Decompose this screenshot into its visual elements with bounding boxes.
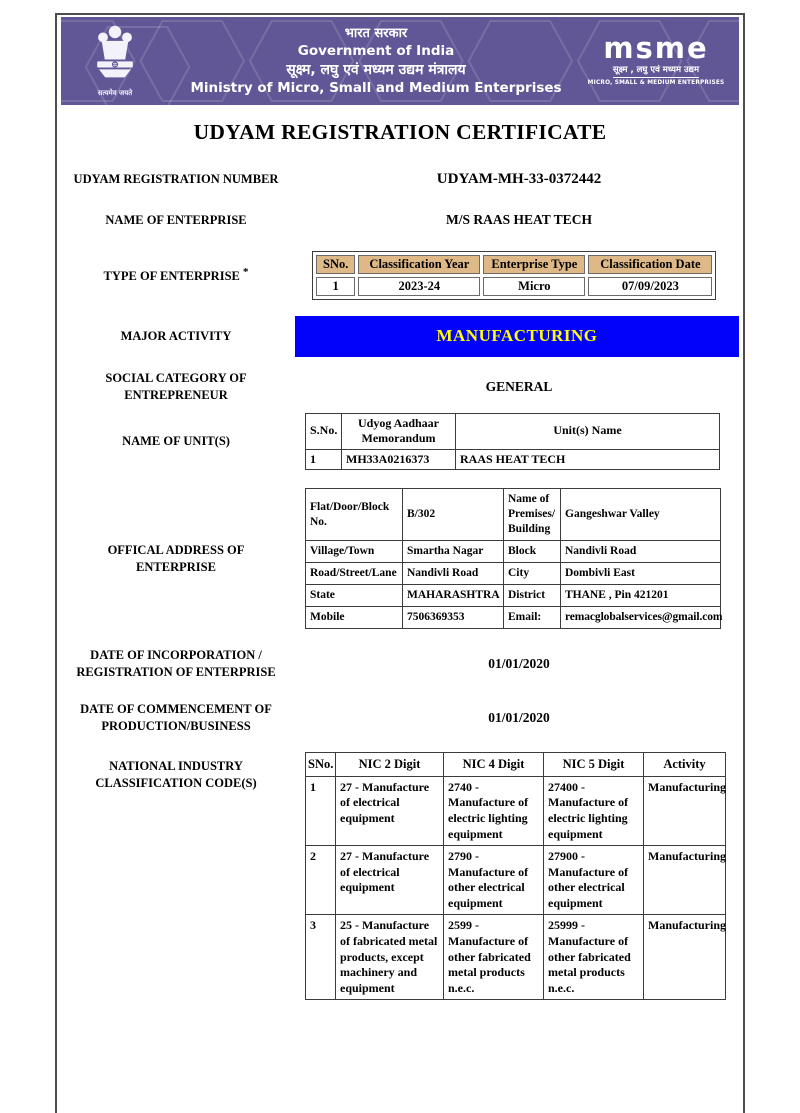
ministry-title-english: Ministry of Micro, Small and Medium Enterprises xyxy=(190,80,562,96)
cell-nic5: 27400 - Manufacture of electric lighting equipment xyxy=(544,776,644,845)
header-cell: Activity xyxy=(644,753,726,776)
cell-label: City xyxy=(504,563,561,585)
cell-label: Village/Town xyxy=(306,541,403,563)
table-row xyxy=(306,563,721,585)
commencement-date-row xyxy=(57,701,743,735)
major-activity-row xyxy=(57,316,743,357)
table-row xyxy=(316,277,712,296)
registration-number-label: UDYAM REGISTRATION NUMBER xyxy=(73,172,279,187)
header-cell: NIC 5 Digit xyxy=(544,753,644,776)
table-row xyxy=(306,541,721,563)
cell-state: MAHARASHTRA xyxy=(403,585,504,607)
cell-mobile: 7506369353 xyxy=(403,607,504,629)
official-address-row xyxy=(57,488,743,629)
nic-codes-label: NATIONAL INDUSTRY CLASSIFICATION CODE(S) xyxy=(95,759,257,791)
cell-city: Dombivli East xyxy=(561,563,721,585)
commencement-date-label: DATE OF COMMENCEMENT OF PRODUCTION/BUSINESS xyxy=(80,701,272,733)
cell-nic2: 25 - Manufacture of fabricated metal products, except machinery and equipment xyxy=(336,915,444,1000)
cell-sno: 1 xyxy=(306,776,336,845)
govt-title-hindi: भारत सरकार xyxy=(344,25,408,41)
cell-sno: 3 xyxy=(306,915,336,1000)
cell-premises: Gangeshwar Valley xyxy=(561,489,721,541)
cell-district: THANE , Pin 421201 xyxy=(561,585,721,607)
cell-label: Name of Premises/ Building xyxy=(504,489,561,541)
cell-nic2: 27 - Manufacture of electrical equipment xyxy=(336,776,444,845)
nic-codes-table xyxy=(305,752,726,1000)
cell-nic2: 27 - Manufacture of electrical equipment xyxy=(336,846,444,915)
units-row xyxy=(57,413,743,471)
enterprise-name-label: NAME OF ENTERPRISE xyxy=(105,213,247,227)
enterprise-type-table xyxy=(312,251,716,300)
cell-label: State xyxy=(306,585,403,607)
official-address-label: OFFICAL ADDRESS OF ENTERPRISE xyxy=(107,542,245,574)
header-cell: SNo. xyxy=(306,753,336,776)
cell-flat-no: B/302 xyxy=(403,489,504,541)
cell-block: Nandivli Road xyxy=(561,541,721,563)
table-header-row xyxy=(316,255,712,274)
cell-activity: Manufacturing xyxy=(644,846,726,915)
units-label: NAME OF UNIT(S) xyxy=(122,434,230,449)
enterprise-name-value: M/S RAAS HEAT TECH xyxy=(446,212,592,228)
social-category-label: SOCIAL CATEGORY OF ENTREPRENEUR xyxy=(105,370,247,402)
registration-number-row xyxy=(57,171,743,188)
certificate-title: UDYAM REGISTRATION CERTIFICATE xyxy=(193,120,607,144)
msme-tagline-hindi: सूक्ष्म , लघु एवं मध्यम उद्यम xyxy=(613,64,699,78)
table-row xyxy=(306,776,726,845)
certificate-page xyxy=(55,13,745,1113)
commencement-date-value: 01/01/2020 xyxy=(488,709,550,725)
table-header-row xyxy=(306,753,726,776)
msme-wordmark-icon: msme xyxy=(603,31,709,66)
cell-label: Road/Street/Lane xyxy=(306,563,403,585)
ministry-banner xyxy=(61,17,739,105)
incorporation-date-row xyxy=(57,647,743,681)
ministry-title-hindi: सूक्ष्म, लघु एवं मध्यम उद्यम मंत्रालय xyxy=(286,62,466,78)
msme-logo xyxy=(583,31,739,86)
table-row xyxy=(306,915,726,1000)
table-header-row xyxy=(306,413,720,449)
cell-label: Mobile xyxy=(306,607,403,629)
govt-title-english: Government of India xyxy=(297,42,455,59)
header-cell: NIC 2 Digit xyxy=(336,753,444,776)
emblem-motto: सत्यमेव जयते xyxy=(97,89,133,97)
table-row xyxy=(306,607,721,629)
cell-enterprise-type: Micro xyxy=(483,277,585,296)
cell-sno: 2 xyxy=(306,846,336,915)
enterprise-name-row xyxy=(57,212,743,229)
cell-sno: 1 xyxy=(306,449,342,470)
enterprise-type-row xyxy=(57,251,743,300)
major-activity-value: MANUFACTURING xyxy=(436,326,598,346)
cell-nic5: 25999 - Manufacture of other fabricated metal products n.e.c. xyxy=(544,915,644,1000)
header-cell: Enterprise Type xyxy=(483,255,585,274)
registration-number-value: UDYAM-MH-33-0372442 xyxy=(436,171,602,187)
major-activity-label: MAJOR ACTIVITY xyxy=(120,328,232,343)
cell-classification-year: 2023-24 xyxy=(358,277,480,296)
cell-sno: 1 xyxy=(316,277,355,296)
incorporation-date-label: DATE OF INCORPORATION / REGISTRATION OF ENTERPRISE xyxy=(76,647,276,679)
cell-label: Flat/Door/Block No. xyxy=(306,489,403,541)
enterprise-type-label: TYPE OF ENTERPRISE * xyxy=(103,266,249,284)
cell-nic4: 2599 - Manufacture of other fabricated metal products n.e.c. xyxy=(444,915,544,1000)
table-row xyxy=(306,489,721,541)
cell-label: Email: xyxy=(504,607,561,629)
table-row xyxy=(306,585,721,607)
national-emblem xyxy=(61,24,169,98)
major-activity-banner xyxy=(295,316,739,357)
header-cell: NIC 4 Digit xyxy=(444,753,544,776)
msme-tagline-english: MICRO, SMALL & MEDIUM ENTERPRISES xyxy=(587,79,725,86)
cell-uam-number: MH33A0216373 xyxy=(342,449,456,470)
header-cell: Classification Date xyxy=(588,255,712,274)
units-table xyxy=(305,413,720,471)
header-cell: S.No. xyxy=(306,413,342,449)
cell-nic4: 2740 - Manufacture of electric lighting equipment xyxy=(444,776,544,845)
header-cell: Classification Year xyxy=(358,255,480,274)
cell-activity: Manufacturing xyxy=(644,915,726,1000)
incorporation-date-value: 01/01/2020 xyxy=(488,655,550,671)
cell-label: Block xyxy=(504,541,561,563)
social-category-row xyxy=(57,370,743,404)
header-cell: SNo. xyxy=(316,255,355,274)
social-category-value: GENERAL xyxy=(485,378,553,394)
table-row xyxy=(306,846,726,915)
footnote-asterisk: * xyxy=(243,266,249,279)
official-address-table xyxy=(305,488,721,629)
cell-nic4: 2790 - Manufacture of other electrical equipment xyxy=(444,846,544,915)
cell-email: remacglobalservices@gmail.com xyxy=(561,607,721,629)
cell-unit-name: RAAS HEAT TECH xyxy=(456,449,720,470)
table-row xyxy=(306,449,720,470)
header-cell: Udyog Aadhaar Memorandum xyxy=(342,413,456,449)
cell-village: Smartha Nagar xyxy=(403,541,504,563)
ministry-titles xyxy=(169,27,583,96)
ashoka-lion-capital-icon xyxy=(88,24,142,88)
cell-activity: Manufacturing xyxy=(644,776,726,845)
cell-nic5: 27900 - Manufacture of other electrical equipment xyxy=(544,846,644,915)
cell-road: Nandivli Road xyxy=(403,563,504,585)
cell-classification-date: 07/09/2023 xyxy=(588,277,712,296)
header-cell: Unit(s) Name xyxy=(456,413,720,449)
cell-label: District xyxy=(504,585,561,607)
nic-codes-row xyxy=(57,752,743,1000)
